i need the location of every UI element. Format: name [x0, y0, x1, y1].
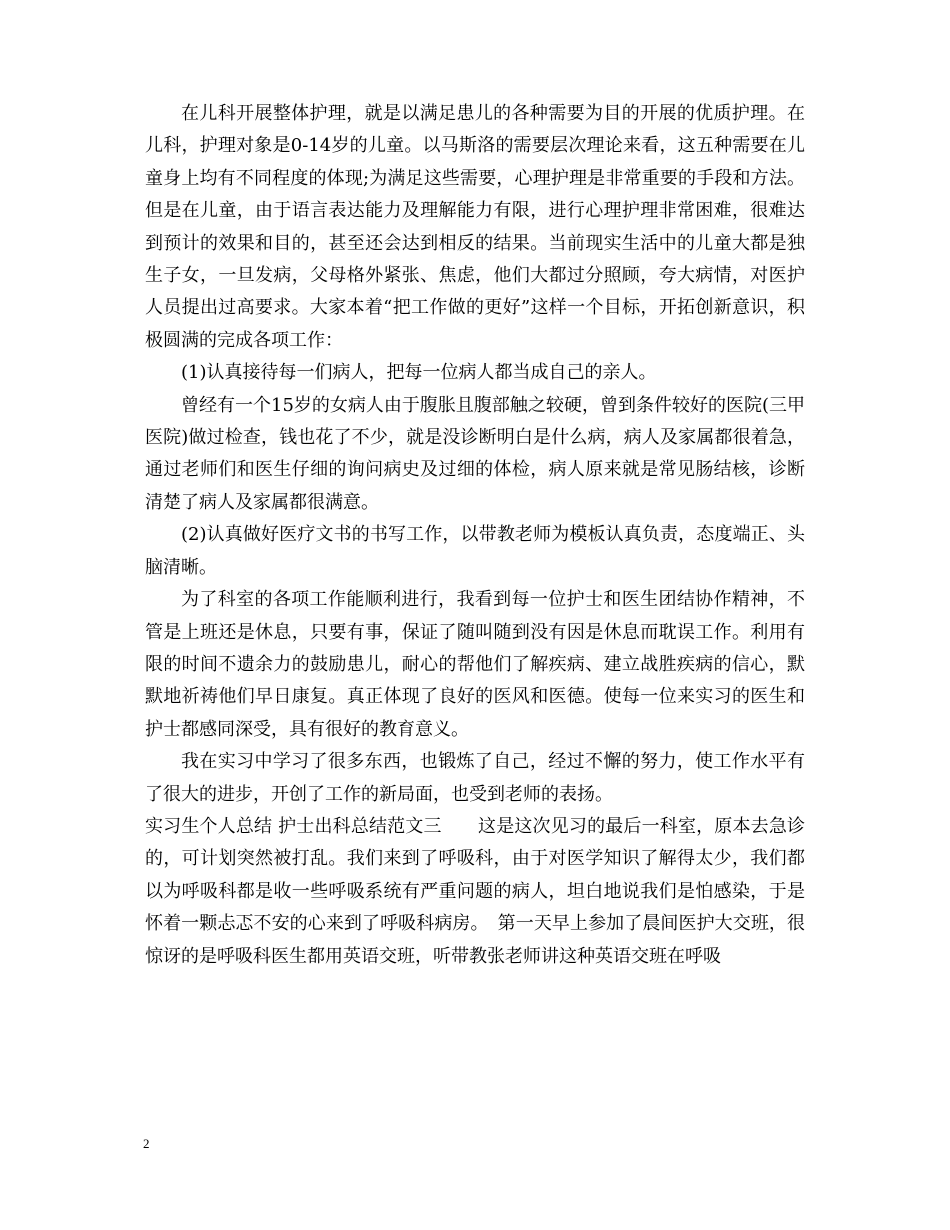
paragraph-summary-three: 实习生个人总结 护士出科总结范文三 这是这次见习的最后一科室，原本去急诊的，可计划突然被打乱。我们来到了呼吸科，由于对医学知识了解得太少，我们都以为呼吸科都是收一些呼吸系统有严重问题的病人，坦白地说我们是怕感染，于是怀着一颗忐忑不安的心来到了呼吸科病房。 第一天早上参加了晨间医护大交班，很惊讶的是呼吸科医生都用英语交班，听带教张老师讲这种英语交班在呼吸: [145, 815, 805, 967]
paragraph-item-2: (2)认真做好医疗文书的书写工作，以带教老师为模板认真负责，态度端正、头脑清晰。: [145, 524, 805, 578]
paragraph-intro: 在儿科开展整体护理，就是以满足患儿的各种需要为目的开展的优质护理。在儿科，护理对象是0-14岁的儿童。以马斯洛的需要层次理论来看，这五种需要在儿童身上均有不同程度的体现;为满足这些需要，心理护理是非常重要的手段和方法。但是在儿童，由于语言表达能力及理解能力有限，进行心理护理非常困难，很难达到预计的效果和目的，甚至还会达到相反的结果。当前现实生活中的儿童大都是独生子女，一旦发病，父母格外紧张、焦虑，他们大都过分照顾，夸大病情，对医护人员提出过高要求。大家本着“把工作做的更好”这样一个目标，开拓创新意识，积极圆满的完成各项工作：: [145, 103, 805, 351]
body-text: [145, 98, 805, 973]
paragraph-item-1: (1)认真接待每一们病人，把每一位病人都当成自己的亲人。: [181, 362, 657, 384]
paragraph-case: 曾经有一个15岁的女病人由于腹胀且腹部触之较硬，曾到条件较好的医院(三甲医院)做过检查，钱也花了不少，就是没诊断明白是什么病，病人及家属都很着急，通过老师们和医生仔细的询问病史及过细的体检，病人原来就是常见肠结核，诊断清楚了病人及家属都很满意。: [145, 394, 805, 513]
paragraph-learning: 我在实习中学习了很多东西，也锻炼了自己，经过不懈的努力，使工作水平有了很大的进步，开创了工作的新局面，也受到老师的表扬。: [145, 751, 805, 805]
page-number: 2: [143, 1136, 150, 1151]
paragraph-teamwork: 为了科室的各项工作能顺利进行，我看到每一位护士和医生团结协作精神，不管是上班还是休息，只要有事，保证了随叫随到没有因是休息而耽误工作。利用有限的时间不遗余力的鼓励患儿，耐心的帮他们了解疾病、建立战胜疾病的信心，默默地祈祷他们早日康复。真正体现了良好的医风和医德。使每一位来实习的医生和护士都感同深受，具有很好的教育意义。: [145, 589, 805, 740]
